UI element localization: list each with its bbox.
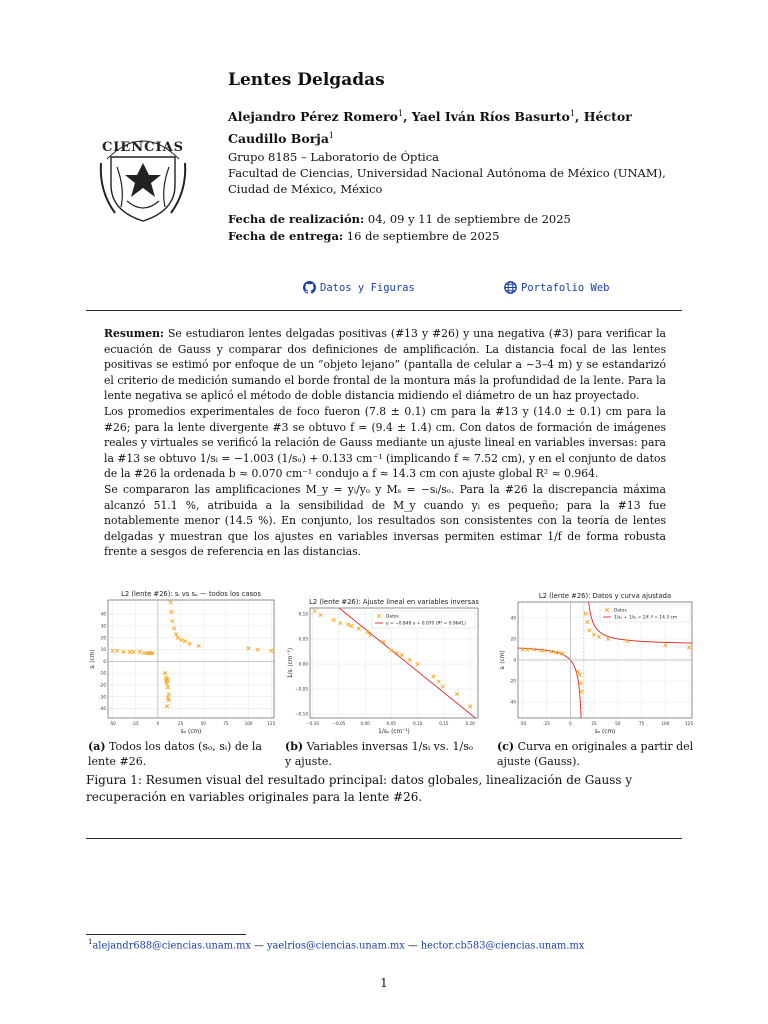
y-tick-label: -30 [99, 694, 106, 700]
x-axis-label: sₒ (cm) [594, 729, 616, 735]
subcaption-a: (a) Todos los datos (sₒ, sᵢ) de la lente #26. [88, 740, 262, 768]
abstract-label: Resumen: [104, 327, 164, 340]
figure-a [86, 588, 280, 736]
affiliation [228, 149, 688, 197]
data-point [169, 601, 173, 605]
author-list: Alejandro Pérez Romero$^1$, Yael Iván Ríos Basurto$^1$, Héctor Caudillo Borja$^1$ [228, 109, 632, 147]
data-point [128, 650, 132, 654]
x-tick-label: 0.05 [386, 721, 397, 726]
y-tick-label: -10 [99, 670, 106, 676]
x-tick-label: 0.20 [465, 721, 475, 726]
y-tick-label: 30 [100, 623, 106, 629]
y-tick-label: 20 [100, 635, 106, 641]
legend-entry: 1/sₒ + 1/sᵢ = 1/f, f = 14.3 cm [614, 615, 678, 621]
data-point [597, 635, 601, 639]
y-tick-label: -20 [99, 682, 106, 688]
y-tick-label: 0.00 [298, 661, 308, 667]
dates-block [228, 211, 688, 245]
data-point [172, 627, 176, 631]
data-point [584, 612, 588, 616]
portafolio-web-label: Portafolio Web [521, 281, 610, 294]
x-tick-label: 0 [156, 721, 160, 726]
x-tick-label: −0.05 [332, 721, 346, 726]
data-point [588, 629, 592, 633]
x-tick-label: 75 [638, 721, 645, 726]
y-tick-label: 40 [100, 611, 106, 617]
email-link[interactable]: hector.cb583@ciencias.unam.mx [420, 940, 585, 952]
y-tick-label: 40 [510, 615, 516, 621]
data-point [580, 690, 584, 694]
x-tick-label: -50 [519, 721, 527, 726]
subcaption-b: (b) Variables inversas 1/sᵢ vs. 1/sₒ y ajuste. [285, 740, 474, 768]
figure-c [496, 588, 698, 736]
y-axis-label: 1/sᵢ (cm⁻¹) [288, 647, 294, 679]
y-tick-label: -40 [509, 699, 516, 705]
datos-figuras-label: Datos y Figuras [320, 281, 415, 294]
chart-inverse-fit [284, 588, 484, 736]
github-icon [303, 281, 316, 294]
data-point [313, 609, 317, 613]
x-axis-label: sₒ (cm) [180, 729, 202, 735]
data-point [174, 632, 178, 636]
footnote-mark: 1 [88, 938, 93, 946]
data-point [188, 642, 192, 646]
affiliation-mark: 1 [569, 109, 575, 118]
email-link[interactable]: alejandr688@ciencias.unam.mx [92, 940, 251, 952]
affiliation-mark: 1 [328, 131, 335, 141]
data-point [579, 681, 583, 685]
data-point [166, 686, 170, 690]
x-tick-label: 0 [568, 721, 572, 726]
fecha-realizacion: Fecha de realización: 04, 09 y 11 de septiembre de 2025 [228, 212, 571, 226]
figure-b [284, 588, 484, 736]
chart-all-data [86, 588, 280, 736]
author-name: Alejandro Pérez Romero [228, 109, 398, 125]
data-point [167, 693, 171, 697]
chart-title: L2 (lente #26): Ajuste lineal en variables inversas [309, 598, 479, 606]
fecha-entrega: Fecha de entrega: 16 de septiembre de 2025 [228, 229, 500, 243]
data-point [197, 644, 201, 648]
email-link[interactable]: yaelrios@ciencias.unam.mx [266, 940, 405, 952]
portafolio-web-link[interactable] [504, 281, 610, 294]
data-point [171, 619, 175, 623]
x-axis-label: 1/sₒ (cm⁻¹) [378, 729, 410, 735]
abstract-paragraph: Se compararon las amplificaciones M_y = yᵢ/yₒ y Mₛ = −sᵢ/sₒ. Para la #26 la discrepancia máxima alcanzó 51.1 %, atribuida a la sensibilidad de M_y cuando yᵢ es pequeño; para la #13 fue notablemente menor (14.5 %). En conjunto, los resultados son consistentes con la teoría de lentes delgadas y muestran que los ajustes en variables inversas permiten estimar 1/f de forma robusta frente a sesgos de referencia en las distancias. [104, 482, 666, 559]
author-name: Héctor Caudillo Borja [228, 109, 632, 147]
data-point [357, 627, 361, 631]
x-tick-label: 0.00 [360, 721, 370, 726]
x-tick-label: 100 [244, 721, 253, 726]
x-tick-label: 125 [267, 721, 276, 726]
y-tick-label: 20 [510, 636, 516, 642]
datos-figuras-link[interactable] [303, 281, 415, 294]
x-tick-label: 50 [200, 721, 206, 726]
x-tick-label: -25 [131, 721, 139, 726]
footnote-rule [86, 934, 246, 935]
svg-text:CIENCIAS: CIENCIAS [101, 140, 185, 155]
y-tick-label: -40 [99, 706, 106, 712]
x-tick-label: 0.10 [412, 721, 423, 726]
group-line: Grupo 8185 – Laboratorio de Óptica [228, 150, 439, 164]
y-tick-label: 0 [103, 658, 106, 664]
data-point [437, 680, 441, 684]
x-tick-label: 25 [591, 721, 597, 726]
y-tick-label: −0.10 [295, 711, 308, 717]
data-point [165, 704, 169, 708]
page-number: 1 [380, 976, 388, 990]
y-axis-label: sᵢ (cm) [90, 649, 96, 669]
x-tick-label: -25 [543, 721, 550, 726]
institution-line: Facultad de Ciencias, Universidad Nacional Autónoma de México (UNAM), Ciudad de México, México [228, 166, 666, 196]
data-point [578, 673, 582, 677]
top-divider [86, 310, 682, 311]
data-point [180, 638, 184, 642]
legend-entry: Datos [614, 608, 627, 614]
figure-caption-label: Figura 1: [86, 773, 142, 787]
legend-entry: y = −0.848 x + 0.070 (R² = 0.9641) [386, 621, 466, 627]
x-tick-label: 0.15 [439, 721, 449, 726]
data-point [382, 640, 386, 644]
data-point [138, 650, 142, 654]
x-tick-label: 25 [177, 721, 184, 726]
x-tick-label: 100 [661, 721, 670, 726]
x-tick-label: -50 [109, 721, 116, 726]
data-point [400, 653, 404, 657]
data-point [332, 618, 336, 622]
chart-title: L2 (lente #26): sᵢ vs sₒ — todos los casos [121, 590, 261, 598]
paper-title: Lentes Delgadas [228, 70, 385, 90]
plot-frame [108, 600, 274, 718]
data-point [132, 650, 136, 654]
data-point [455, 692, 459, 696]
y-tick-label: 0 [513, 657, 516, 663]
subcaption-c: (c) Curva en originales a partir del ajuste (Gauss). [497, 740, 694, 768]
legend-entry: Datos [386, 614, 399, 620]
x-tick-label: 125 [685, 721, 694, 726]
unam-ciencias-logo [97, 127, 189, 225]
abstract-paragraph: Los promedios experimentales de foco fueron (7.8 ± 0.1) cm para la #13 y (14.0 ± 0.1) cm para la #26; para la lente divergente #3 se obtuvo f = (9.4 ± 1.4) cm. Con datos de formación de imágenes reales y virtuales se verificó la relación de Gauss mediante un ajuste lineal en variables inversas: para la #13 se obtuvo 1/sᵢ = −1.003 (1/sₒ) + 0.133 cm⁻¹ (implicando f ≈ 7.52 cm), y en el conjunto de datos de la #26 la ordenada b ≈ 0.070 cm⁻¹ condujo a f ≈ 14.3 cm con ajuste global R² ≈ 0.964. [104, 404, 666, 481]
data-point [319, 613, 323, 617]
x-tick-label: 50 [615, 721, 621, 726]
abstract-paragraph: Resumen: Se estudiaron lentes delgadas positivas (#13 y #26) y una negativa (#3) para verificar la ecuación de Gauss y comparar dos definiciones de amplificación. La distancia focal de las lentes positivas se estimó por enfoque de un “objeto lejano” (pantalla de celular a ∼3–4 m) y se estandarizó el criterio de medición sumando el borde frontal de la montura más la profundidad de la lente. Para la lente negativa se aplicó el método de doble distancia midiendo el diámetro de un haz proyectado. [104, 327, 666, 403]
data-point [170, 610, 174, 614]
y-tick-label: 0.10 [298, 611, 308, 617]
chart-gauss-curve [496, 588, 698, 736]
data-point [408, 658, 412, 662]
data-point [586, 620, 590, 624]
external-links [0, 281, 768, 297]
abstract [104, 326, 666, 560]
data-point [432, 675, 436, 679]
globe-icon [504, 281, 517, 294]
data-point [122, 650, 126, 654]
affiliation-mark: 1 [397, 109, 404, 118]
y-axis-label: sᵢ (cm) [500, 650, 506, 670]
data-point [183, 640, 187, 644]
data-point [339, 621, 343, 625]
y-tick-label: −0.05 [295, 686, 308, 692]
figure-caption: Figura 1: Resumen visual del resultado principal: datos globales, linealización de Gauss y recuperación en variables originales para la lente #26. [86, 773, 633, 804]
chart-title: L2 (lente #26): Datos y curva ajustada [538, 592, 672, 600]
author-name: Yael Iván Ríos Basurto [411, 109, 570, 125]
y-tick-label: 0.05 [298, 636, 308, 642]
y-tick-label: 10 [100, 647, 106, 653]
bottom-divider [86, 838, 682, 839]
footnote: $^1$alejandr688@ciencias.unam.mx — yaelrios@ciencias.unam.mx — hector.cb583@ciencias.unam.mx [88, 938, 585, 952]
x-tick-label: 75 [223, 721, 229, 726]
y-tick-label: -20 [509, 678, 516, 684]
x-tick-label: −0.10 [306, 721, 320, 726]
